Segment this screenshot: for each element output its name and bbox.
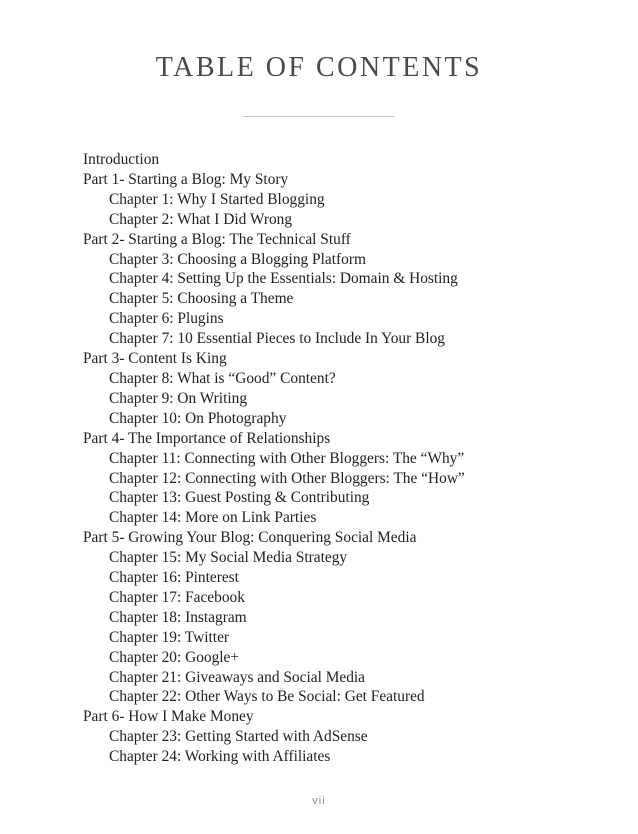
toc-chapter-entry[interactable]: Chapter 7: 10 Essential Pieces to Include In Your Blog (109, 330, 445, 348)
toc-part-entry[interactable]: Part 5- Growing Your Blog: Conquering Social Media (83, 529, 417, 547)
toc-chapter-entry[interactable]: Chapter 21: Giveaways and Social Media (109, 668, 366, 686)
toc-chapter-entry[interactable]: Chapter 15: My Social Media Strategy (109, 549, 348, 567)
table-of-contents (83, 150, 465, 767)
toc-chapter-entry[interactable]: Chapter 2: What I Did Wrong (109, 210, 293, 228)
toc-chapter-entry[interactable]: Chapter 22: Other Ways to Be Social: Get Featured (109, 688, 425, 706)
toc-chapter-entry[interactable]: Chapter 6: Plugins (109, 310, 224, 328)
toc-chapter-entry[interactable]: Chapter 3: Choosing a Blogging Platform (109, 250, 366, 268)
toc-chapter-entry[interactable]: Chapter 13: Guest Posting & Contributing (109, 489, 370, 507)
toc-chapter-entry[interactable]: Chapter 17: Facebook (109, 588, 245, 606)
toc-chapter-entry[interactable]: Chapter 12: Connecting with Other Bloggers: The “How” (109, 469, 465, 487)
toc-chapter-entry[interactable]: Chapter 23: Getting Started with AdSense (109, 728, 368, 746)
toc-chapter-entry[interactable]: Chapter 9: On Writing (109, 389, 248, 407)
toc-part-entry[interactable]: Part 1- Starting a Blog: My Story (83, 170, 289, 188)
toc-chapter-entry[interactable]: Chapter 8: What is “Good” Content? (109, 369, 336, 387)
toc-chapter-entry[interactable]: Chapter 1: Why I Started Blogging (109, 190, 325, 208)
toc-chapter-entry[interactable]: Chapter 16: Pinterest (109, 569, 239, 587)
toc-chapter-entry[interactable]: Chapter 24: Working with Affiliates (109, 748, 331, 766)
toc-chapter-entry[interactable]: Chapter 18: Instagram (109, 608, 247, 626)
toc-chapter-entry[interactable]: Chapter 14: More on Link Parties (109, 509, 317, 527)
toc-chapter-entry[interactable]: Chapter 11: Connecting with Other Bloggers: The “Why” (109, 449, 465, 467)
toc-chapter-entry[interactable]: Chapter 20: Google+ (109, 648, 240, 666)
toc-chapter-entry[interactable]: Chapter 5: Choosing a Theme (109, 290, 294, 308)
toc-part-entry[interactable]: Part 6- How I Make Money (83, 708, 254, 726)
toc-part-entry[interactable]: Part 2- Starting a Blog: The Technical Stuff (83, 230, 351, 248)
toc-chapter-entry[interactable]: Chapter 10: On Photography (109, 409, 287, 427)
page-number: vii (312, 795, 326, 807)
title-divider (243, 116, 394, 117)
toc-part-entry[interactable]: Part 4- The Importance of Relationships (83, 429, 331, 447)
toc-chapter-entry[interactable]: Chapter 19: Twitter (109, 628, 230, 646)
toc-chapter-entry[interactable]: Chapter 4: Setting Up the Essentials: Domain & Hosting (109, 270, 458, 288)
toc-part-entry[interactable]: Introduction (83, 151, 160, 168)
page-title: TABLE OF CONTENTS (155, 52, 483, 83)
toc-part-entry[interactable]: Part 3- Content Is King (83, 350, 227, 368)
